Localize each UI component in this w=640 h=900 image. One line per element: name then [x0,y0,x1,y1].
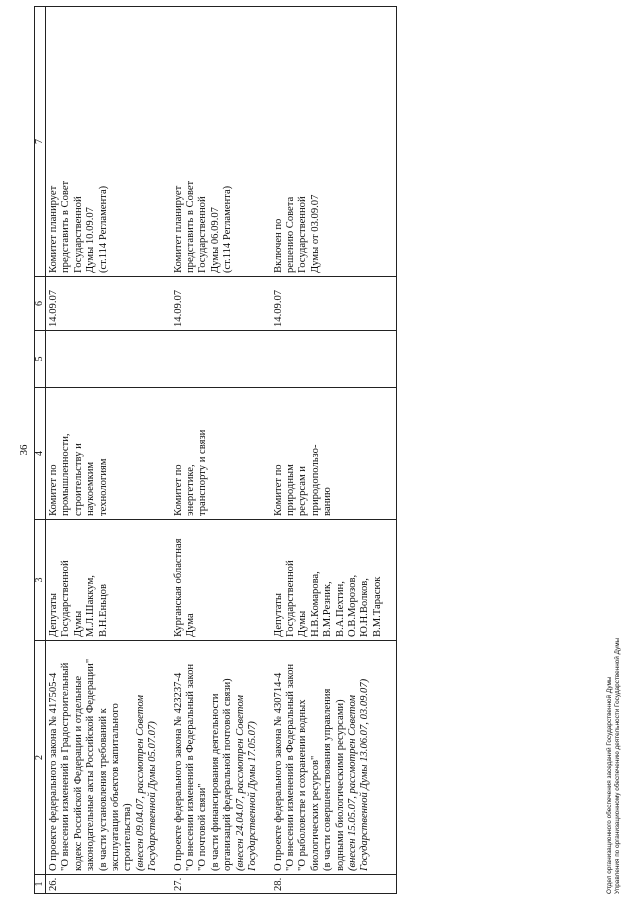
text-line: В.А.Пехтин, [334,581,346,637]
text-line: "О почтовой связи" [197,783,209,871]
text-line: транспорту и связи [197,429,209,516]
text-line: (в части установления требований к [97,708,109,871]
column-5-cell [272,331,397,388]
text-line: природным [284,464,296,516]
text-line: В.М.Резник, [322,581,334,637]
status-note [172,7,272,277]
text-line: природопользо- [309,444,321,516]
text-line: Государственной Думы 17.05.07) [247,721,259,871]
text-line: представить в Совет [60,180,72,273]
text-line: (ст.114 Регламента) [97,185,109,273]
text-line: Думы 06.09.07 [209,207,221,273]
text-line: Думы [72,610,84,637]
text-line: наукоемким [85,461,97,516]
text-line: организаций федеральной почтовой связи) [222,678,234,871]
bill-description [272,641,397,875]
text-line: Государственной Думы 05.07.07) [147,721,159,871]
column-header: 6 [35,277,46,331]
bill-authors [272,520,397,641]
text-line: "О внесении изменений в Федеральный закон [185,663,197,871]
bill-description [172,641,272,875]
text-line: Н.В.Комарова, [309,571,321,637]
text-line: промышленности, [60,433,72,516]
text-line: (внесен 24.04.07, рассмотрен Советом [234,695,246,871]
column-5-cell [46,331,172,388]
text-line: О проекте федерального закона № 430714-4 [272,672,284,871]
text-line: строительства) [122,803,134,871]
page-number: 36 [18,444,30,456]
column-header: 1 [35,875,46,894]
text-line: Государственной [60,560,72,637]
text-line: (внесен 09.04.07, рассмотрен Советом [134,695,146,871]
footer-note [606,638,622,894]
text-line: Государственной [297,196,309,273]
table-header-row [35,7,46,894]
text-line: законодательные акты Российской Федерации" [85,658,97,871]
text-line: представить в Совет [185,180,197,273]
text-line: "О внесении изменений в Градостроительный [60,662,72,871]
text-line: Думы от 03.09.07 [309,194,321,273]
text-line: Думы [297,610,309,637]
footer-line: Отдел организационного обеспечения заседаний Государственной Думы [606,676,613,894]
column-header: 2 [35,641,46,875]
text-line: Курганская областная [172,538,184,637]
row-number: 26. [46,875,172,894]
text-line: Государственной Думы 13.06.07, 03.09.07) [359,678,371,871]
agenda-table [34,6,397,894]
text-line: Комитет планирует [172,185,184,273]
text-line: М.Л.Шаккум, [85,575,97,637]
text-line: (внесен 15.05.07, рассмотрен Советом [346,695,358,871]
consideration-date: 14.09.07 [272,277,397,331]
text-line: Комитет по [48,464,59,516]
text-line: Включен по [272,218,284,273]
text-line: Государственной [197,196,209,273]
text-line: Государственной [72,196,84,273]
row-number: 28. [272,875,397,894]
bill-authors [46,520,172,641]
text-line: эксплуатации объектов капитального [110,703,122,871]
column-header: 4 [35,388,46,520]
bill-authors [172,520,272,641]
column-header: 7 [35,7,46,277]
row-number: 27. [172,875,272,894]
text-line: (в части финансирования деятельности [209,693,221,871]
table-row [172,7,272,894]
text-line: В.Н.Еньцов [97,584,109,637]
text-line: водными биологическими ресурсами) [334,699,346,871]
text-line: технологиям [97,458,109,516]
column-header: 5 [35,331,46,388]
text-line: "О внесении изменений в Федеральный закон [284,663,296,871]
footer-line: Управления по организационному обеспечению деятельности Государственной Думы [614,637,621,894]
text-line: (в части совершенствования управления [322,688,334,871]
text-line: ресурсам и [297,466,309,516]
text-line: О проекте федерального закона № 417505-4 [48,672,59,871]
text-line: "О рыболовстве и сохранении водных [297,699,309,871]
text-line: Государственной [284,560,296,637]
text-line: биологических ресурсов" [309,755,321,871]
text-line: энергетике, [185,464,197,516]
text-line: Комитет по [172,464,184,516]
text-line: Дума [185,613,197,637]
table-row [272,7,397,894]
text-line: Депутаты [272,593,284,637]
responsible-committee [272,388,397,520]
text-line: О проекте федерального закона № 423237-4 [172,672,184,871]
responsible-committee [46,388,172,520]
text-line: (ст.114 Регламента) [222,185,234,273]
table-row [46,7,172,894]
column-5-cell [172,331,272,388]
text-line: строительству и [72,443,84,516]
text-line: О.В.Морозов, [346,574,358,637]
text-line: ванию [322,487,334,516]
status-note [46,7,172,277]
responsible-committee [172,388,272,520]
text-line: Комитет по [272,464,284,516]
bill-description [46,641,172,875]
column-header: 3 [35,520,46,641]
text-line: решению Совета [284,196,296,273]
status-note [272,7,397,277]
text-line: В.М.Тарасюк [371,576,383,637]
consideration-date: 14.09.07 [172,277,272,331]
consideration-date: 14.09.07 [46,277,172,331]
text-line: кодекс Российской Федерации и отдельные [72,675,84,871]
text-line: Думы 10.09.07 [85,207,97,273]
text-line: Комитет планирует [48,185,59,273]
text-line: Ю.Н.Волков, [359,578,371,637]
text-line: Депутаты [48,593,59,637]
